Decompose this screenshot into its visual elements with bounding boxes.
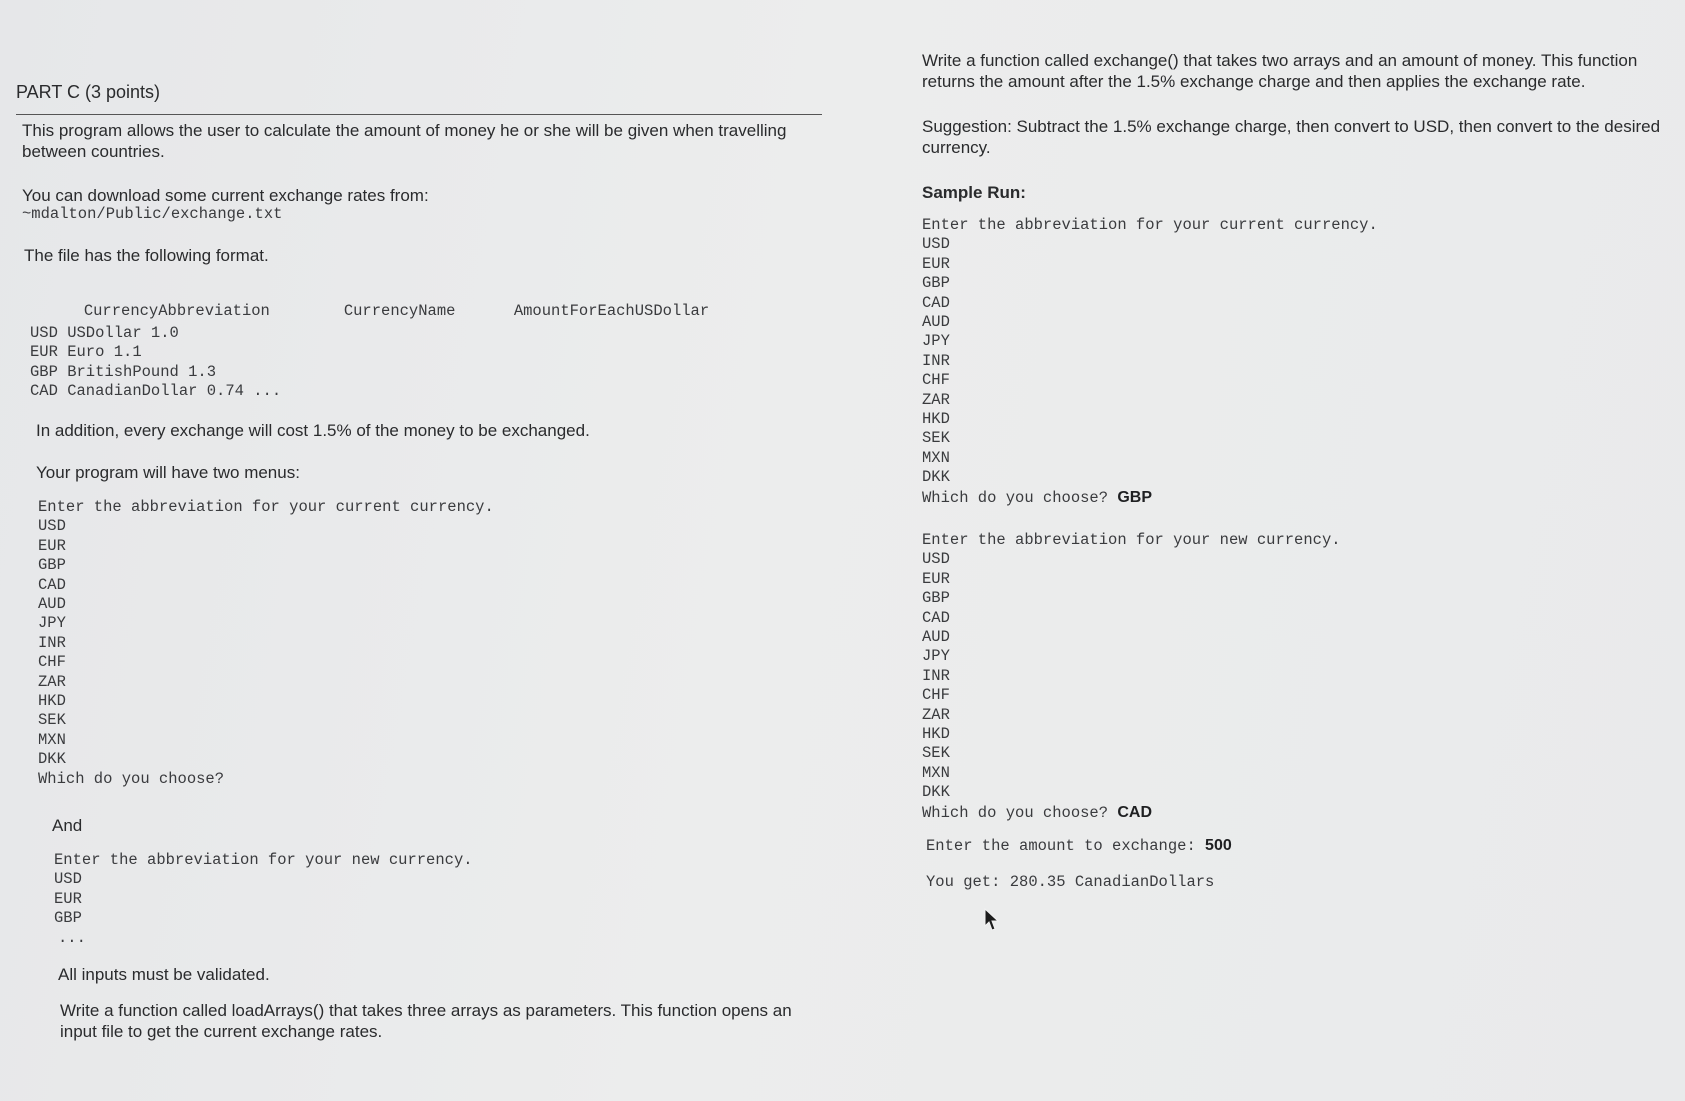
amount-line — [926, 836, 1232, 856]
loadarrays-text: Write a function called loadArrays() that takes three arrays as parameters. This function opens an input file to get the current exchange rates. — [60, 1001, 792, 1041]
current-currency-menu: Enter the abbreviation for your current currency. USD EUR GBP CAD AUD JPY INR CHF ZAR HKD SEK MXN DKK Which do you choose? — [38, 498, 494, 788]
run2-menu-lines: Enter the abbreviation for your new currency. USD EUR GBP CAD AUD JPY INR CHF ZAR HKD SEK MXN DKK — [922, 531, 1341, 802]
menu-ellipsis: ... — [58, 929, 86, 947]
run2-prompt: Which do you choose? — [922, 803, 1118, 822]
download-path: ~mdalton/Public/exchange.txt — [22, 205, 283, 223]
run1-choice-line — [922, 488, 1378, 508]
header-name: CurrencyName — [343, 302, 456, 321]
part-title: PART C (3 points) — [16, 82, 161, 102]
mouse-pointer-icon — [984, 908, 1000, 932]
run2-choice-line — [922, 803, 1341, 823]
amount-answer: 500 — [1205, 837, 1232, 854]
sample-run-new-menu — [922, 531, 1341, 823]
suggestion-text: Suggestion: Subtract the 1.5% exchange charge, then convert to USD, then convert to the desired currency. — [922, 117, 1661, 157]
amount-prompt: Enter the amount to exchange: — [926, 837, 1206, 855]
sample-file-lines: USD USDollar 1.0 EUR Euro 1.1 GBP BritishPound 1.3 CAD CanadianDollar 0.74 ... — [30, 324, 282, 401]
new-currency-menu: Enter the abbreviation for your new currency. USD EUR GBP — [54, 851, 473, 928]
exchange-function-text: Write a function called exchange() that takes two arrays and an amount of money. This function returns the amount after the 1.5% exchange charge and then applies the exchange rate. — [922, 51, 1638, 91]
sample-run-current-menu — [922, 216, 1378, 508]
menus-text: Your program will have two menus: — [36, 463, 300, 482]
sample-run-label: Sample Run: — [922, 183, 1026, 202]
intro-paragraph: This program allows the user to calculate the amount of money he or she will be given when travelling between countries. — [22, 121, 787, 161]
result-line: You get: 280.35 CanadianDollars — [926, 873, 1215, 891]
validation-text: All inputs must be validated. — [58, 965, 270, 984]
title-divider — [16, 114, 822, 115]
fee-text: In addition, every exchange will cost 1.5% of the money to be exchanged. — [36, 421, 590, 440]
format-text: The file has the following format. — [24, 246, 269, 265]
run1-answer: GBP — [1117, 488, 1153, 506]
run1-menu-lines: Enter the abbreviation for your current currency. USD EUR GBP CAD AUD JPY INR CHF ZAR HKD SEK MXN DKK — [922, 216, 1378, 487]
run2-answer: CAD — [1117, 803, 1153, 821]
header-abbreviation: CurrencyAbbreviation — [83, 302, 270, 321]
header-amount: AmountForEachUSDollar — [513, 302, 710, 321]
and-text: And — [52, 816, 83, 835]
download-text: You can download some current exchange rates from: — [22, 186, 429, 205]
run1-prompt: Which do you choose? — [922, 488, 1118, 507]
